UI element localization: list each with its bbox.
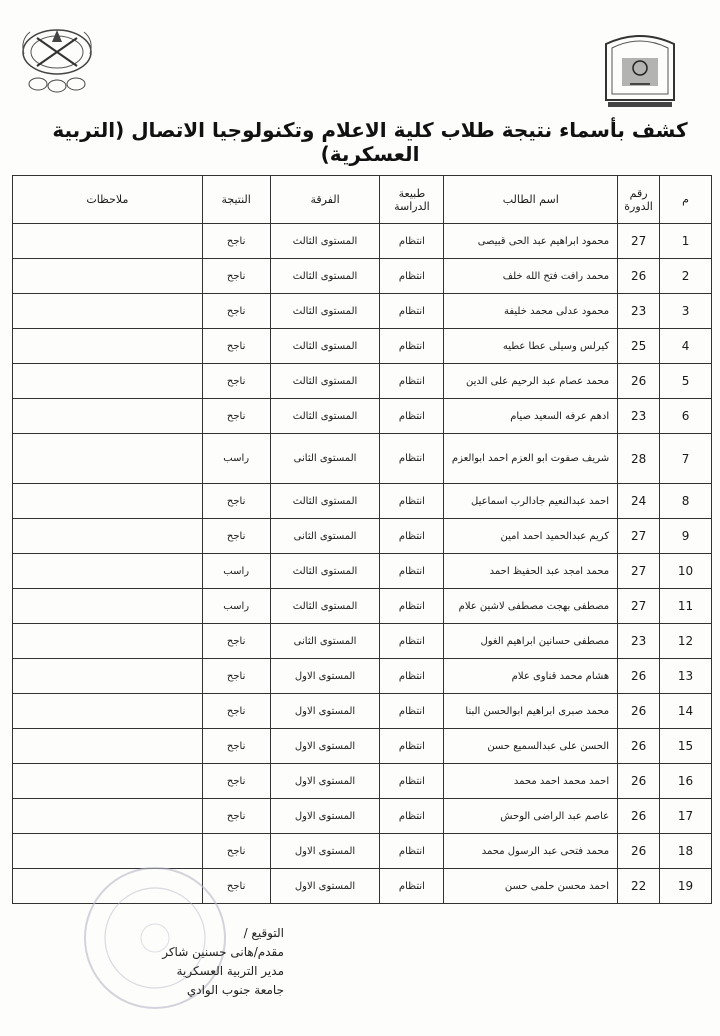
- row-notes: [13, 364, 203, 399]
- row-course: 26: [618, 259, 660, 294]
- row-name: مصطفى حسانين ابراهيم الغول: [444, 624, 618, 659]
- row-course: 22: [618, 869, 660, 904]
- row-name: محمد رافت فتح الله خلف: [444, 259, 618, 294]
- row-study: انتظام: [380, 484, 444, 519]
- row-index: 11: [660, 589, 712, 624]
- col-header-notes: ملاحظات: [13, 176, 203, 224]
- table-row: [13, 399, 712, 434]
- row-notes: [13, 329, 203, 364]
- row-name: شريف صفوت ابو العزم احمد ابوالعزم: [444, 434, 618, 484]
- row-course: 27: [618, 589, 660, 624]
- table-row: [13, 329, 712, 364]
- row-notes: [13, 764, 203, 799]
- row-course: 24: [618, 484, 660, 519]
- row-level: المستوى الاول: [270, 764, 380, 799]
- row-index: 13: [660, 659, 712, 694]
- row-result: راسب: [202, 434, 270, 484]
- row-notes: [13, 624, 203, 659]
- row-study: انتظام: [380, 259, 444, 294]
- row-notes: [13, 694, 203, 729]
- row-course: 28: [618, 434, 660, 484]
- row-index: 17: [660, 799, 712, 834]
- row-course: 23: [618, 294, 660, 329]
- table-row: [13, 729, 712, 764]
- table-row: [13, 259, 712, 294]
- row-index: 19: [660, 869, 712, 904]
- col-header-name: اسم الطالب: [444, 176, 618, 224]
- row-notes: [13, 554, 203, 589]
- table-header-row: [13, 176, 712, 224]
- signatory-name: مقدم/هانى حسنين شاكر: [162, 945, 284, 959]
- row-name: مصطفى بهجت مصطفى لاشين علام: [444, 589, 618, 624]
- row-notes: [13, 434, 203, 484]
- row-study: انتظام: [380, 834, 444, 869]
- row-study: انتظام: [380, 329, 444, 364]
- row-result: ناجح: [202, 694, 270, 729]
- row-index: 18: [660, 834, 712, 869]
- row-notes: [13, 399, 203, 434]
- row-name: كريم عبدالحميد احمد امين: [444, 519, 618, 554]
- row-level: المستوى الثالث: [270, 589, 380, 624]
- signatory-position: مدير التربية العسكرية: [176, 964, 284, 978]
- row-notes: [13, 729, 203, 764]
- row-level: المستوى الثالث: [270, 294, 380, 329]
- row-result: ناجح: [202, 764, 270, 799]
- row-name: محمود ابراهيم عبد الحى قبيصى: [444, 224, 618, 259]
- row-name: كيرلس وسيلى عطا عطيه: [444, 329, 618, 364]
- row-level: المستوى الاول: [270, 694, 380, 729]
- row-notes: [13, 259, 203, 294]
- row-index: 1: [660, 224, 712, 259]
- row-study: انتظام: [380, 799, 444, 834]
- row-course: 26: [618, 729, 660, 764]
- signature-block: [88, 924, 284, 1000]
- row-result: ناجح: [202, 364, 270, 399]
- row-study: انتظام: [380, 554, 444, 589]
- row-notes: [13, 659, 203, 694]
- row-name: محمد صبرى ابراهيم ابوالحسن البنا: [444, 694, 618, 729]
- row-level: المستوى الاول: [270, 799, 380, 834]
- row-name: احمد محسن حلمى حسن: [444, 869, 618, 904]
- row-name: ادهم عرفه السعيد صيام: [444, 399, 618, 434]
- row-name: هشام محمد قناوى علام: [444, 659, 618, 694]
- signature-label: التوقيع /: [243, 926, 284, 940]
- row-result: ناجح: [202, 799, 270, 834]
- table-row: [13, 659, 712, 694]
- row-level: المستوى الاول: [270, 729, 380, 764]
- row-course: 26: [618, 799, 660, 834]
- row-notes: [13, 224, 203, 259]
- row-result: ناجح: [202, 399, 270, 434]
- row-result: راسب: [202, 554, 270, 589]
- row-study: انتظام: [380, 364, 444, 399]
- row-index: 8: [660, 484, 712, 519]
- row-index: 4: [660, 329, 712, 364]
- table-row: [13, 589, 712, 624]
- row-level: المستوى الاول: [270, 659, 380, 694]
- table-row: [13, 294, 712, 329]
- row-index: 12: [660, 624, 712, 659]
- table-row: [13, 484, 712, 519]
- military-emblem-icon: [12, 20, 102, 100]
- table-row: [13, 554, 712, 589]
- row-level: المستوى الثالث: [270, 224, 380, 259]
- table-row: [13, 799, 712, 834]
- row-name: احمد محمد احمد محمد: [444, 764, 618, 799]
- table-row: [13, 624, 712, 659]
- row-result: ناجح: [202, 294, 270, 329]
- row-level: المستوى الثالث: [270, 554, 380, 589]
- row-study: انتظام: [380, 589, 444, 624]
- row-index: 5: [660, 364, 712, 399]
- table-row: [13, 694, 712, 729]
- row-course: 26: [618, 764, 660, 799]
- row-name: محمود عدلى محمد خليفة: [444, 294, 618, 329]
- row-name: احمد عبدالنعيم جادالرب اسماعيل: [444, 484, 618, 519]
- row-index: 6: [660, 399, 712, 434]
- row-study: انتظام: [380, 869, 444, 904]
- row-level: المستوى الثالث: [270, 399, 380, 434]
- row-level: المستوى الثالث: [270, 329, 380, 364]
- row-result: ناجح: [202, 259, 270, 294]
- row-study: انتظام: [380, 519, 444, 554]
- col-header-index: م: [660, 176, 712, 224]
- row-result: ناجح: [202, 519, 270, 554]
- row-level: المستوى الثالث: [270, 259, 380, 294]
- row-course: 27: [618, 224, 660, 259]
- col-header-course: رقم الدورة: [618, 176, 660, 224]
- row-course: 26: [618, 834, 660, 869]
- row-level: المستوى الثانى: [270, 434, 380, 484]
- row-level: المستوى الاول: [270, 869, 380, 904]
- row-study: انتظام: [380, 399, 444, 434]
- row-index: 2: [660, 259, 712, 294]
- row-result: ناجح: [202, 869, 270, 904]
- row-index: 14: [660, 694, 712, 729]
- university-logo-icon: [600, 28, 680, 110]
- table-row: [13, 224, 712, 259]
- row-result: ناجح: [202, 729, 270, 764]
- row-course: 26: [618, 659, 660, 694]
- row-study: انتظام: [380, 224, 444, 259]
- row-level: المستوى الثالث: [270, 364, 380, 399]
- table-row: [13, 519, 712, 554]
- row-index: 3: [660, 294, 712, 329]
- row-course: 27: [618, 519, 660, 554]
- row-study: انتظام: [380, 659, 444, 694]
- row-name: محمد عصام عبد الرحيم على الدين: [444, 364, 618, 399]
- row-notes: [13, 589, 203, 624]
- row-name: محمد فتحى عبد الرسول محمد: [444, 834, 618, 869]
- row-result: ناجح: [202, 484, 270, 519]
- row-course: 26: [618, 364, 660, 399]
- row-level: المستوى الاول: [270, 834, 380, 869]
- row-study: انتظام: [380, 624, 444, 659]
- row-index: 7: [660, 434, 712, 484]
- row-notes: [13, 294, 203, 329]
- row-course: 26: [618, 694, 660, 729]
- signatory-university: جامعة جنوب الوادي: [186, 983, 284, 997]
- row-study: انتظام: [380, 729, 444, 764]
- row-notes: [13, 799, 203, 834]
- table-row: [13, 364, 712, 399]
- row-result: ناجح: [202, 624, 270, 659]
- row-study: انتظام: [380, 434, 444, 484]
- table-row: [13, 434, 712, 484]
- row-index: 15: [660, 729, 712, 764]
- row-name: عاصم عبد الراضى الوحش: [444, 799, 618, 834]
- col-header-level: الفرقة: [270, 176, 380, 224]
- row-index: 9: [660, 519, 712, 554]
- row-index: 10: [660, 554, 712, 589]
- row-index: 16: [660, 764, 712, 799]
- col-header-result: النتيجة: [202, 176, 270, 224]
- row-notes: [13, 519, 203, 554]
- row-result: ناجح: [202, 834, 270, 869]
- document-title: كشف بأسماء نتيجة طلاب كلية الاعلام وتكنولوجيا الاتصال (التربية العسكرية): [52, 118, 688, 166]
- row-study: انتظام: [380, 764, 444, 799]
- row-notes: [13, 484, 203, 519]
- row-course: 23: [618, 399, 660, 434]
- row-study: انتظام: [380, 694, 444, 729]
- row-name: محمد امجد عبد الحفيظ احمد: [444, 554, 618, 589]
- row-level: المستوى الثالث: [270, 484, 380, 519]
- row-result: ناجح: [202, 659, 270, 694]
- row-result: راسب: [202, 589, 270, 624]
- row-course: 25: [618, 329, 660, 364]
- row-course: 27: [618, 554, 660, 589]
- row-level: المستوى الثانى: [270, 624, 380, 659]
- table-row: [13, 764, 712, 799]
- row-result: ناجح: [202, 329, 270, 364]
- col-header-study: طبيعة الدراسة: [380, 176, 444, 224]
- row-result: ناجح: [202, 224, 270, 259]
- row-study: انتظام: [380, 294, 444, 329]
- row-name: الحسن على عبدالسميع حسن: [444, 729, 618, 764]
- results-table: [12, 175, 712, 904]
- row-course: 23: [618, 624, 660, 659]
- row-level: المستوى الثانى: [270, 519, 380, 554]
